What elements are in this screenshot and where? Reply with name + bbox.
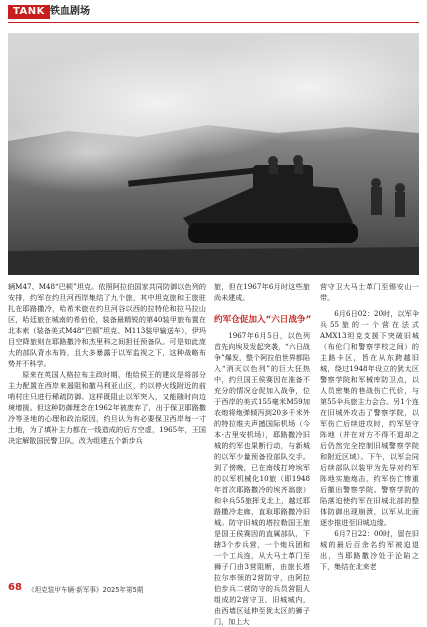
paragraph: 辆M47、M48“巴顿”坦克。依照阿拉伯国家共同防御以色列的安排，约军在约旦河西岸集结了九个旅，其中坦克旅和王旅驻扎在耶路撒冷，哈希米旅在约旦河谷以西的拉特伦和拉马拉山区，哈廷旅在城南的希伯伦，装备最精锐的第40装甲旅布置在北本索（装备美式M48“巴顿”坦克、M113装甲输送车），伊玛目空降旅则在耶路撒冷和杰里科之间担任预备队。可是如此庞大的部队背水布阵，且大多暴露于以军监视之下，这种战略布势并不科学。 xyxy=(8,282,206,368)
article-column-left xyxy=(8,281,206,446)
paragraph: 6月7日22：00时，留在旧城的最后百余名约军被迫退出，当耶路撒冷处于沦陷之下，集结在北来老 xyxy=(320,529,419,571)
paragraph: 营守卫大马士革门至锡安山一带。 xyxy=(320,282,419,302)
article-column-right xyxy=(320,308,419,572)
photo-illustration xyxy=(8,33,419,275)
header-divider xyxy=(8,22,419,23)
section-subheading: 约军仓促加入“六日战争” xyxy=(214,315,312,325)
article-column-mid-top xyxy=(214,281,310,303)
paragraph: 1967年6月5日，以色列首先向埃及发起突袭，“六日战争”爆发，整个阿拉伯世界都陷入“消灭以色列”的巨大狂热中，约旦国王侯赛因在准备不充分的情况仓促加入战争，位于西岸的美式155毫米M59加农炮将炮弹倾泻到20多千米外的特拉维夫声撼国际机场（今本-古里安机场），耶路撒冷旧城的约军也果断行动，与新城的以军少量预备役部队交手。到了傍晚，已在南线打垮埃军的以军机械化10旅（即1948年首次耶路撒冷的埃齐翁旅）和伞兵55旅挥戈北上，越过耶路撒冷走廊，直取耶路撒冷旧城。防守旧城的塔拉勒国王旅是国王侯赛因的直属部队，下辖3个步兵营，一个炮兵团和一个工兵连，从大马士革门至狮子门由3营阻断，由旅长塔拉尔率领的2营防守，由阿拉伯步兵二营防守的兵员营阻人组成的2营守卫，旧城城内，由西墙区延伸至犹太区的狮子门，加上大 xyxy=(214,331,310,626)
page-header xyxy=(0,0,427,30)
article-column-right-top xyxy=(320,281,419,303)
page-number: 68 xyxy=(8,582,22,593)
paragraph: 6月6日02：20时，以军伞兵55旅的一个营在法式AMX13坦克支援下突破旧城（布伦门和警察学校之间）的主路卡区，旨在从东跨越旧城，绕过1948年设立的犹太区警察学院和军械库防卫点，以人员密集的巷战伤亡代价，与第55伞兵旅主力会合。另1个连在旧城外攻击了警察学院，以军伤亡后续进攻时，约军坚守阵地（并在对方不得不退却之后仍然完全控制旧城警察学院和附近区域）。下午，以军会同后续部队以装甲为先导对约军阵地实施炮击，约军伤亡惨重后撤出警察学院。警察学院的陷落迫使约军在旧城北部的整体防御出现崩溃，以军从北面逐步推进至旧城边缘。 xyxy=(320,309,419,527)
paragraph: 原来在英国人格拉布主政时期，他给侯王的建议是将部分主力配置在西岸来遏阻和撤马利亚山区，约以停火线附近的前哨村庄只进行稀疏防御。这样既阻止以军突入，又能随时向边境增援。但这种防御理念在1962年被废弃了，出于保卫耶路撒冷等圣地的心理和政治原因，约旦认为有必要保卫西岸每一寸土地，为了填补主力都在一线造成的后方空虚，1965年，王国决定解散国民警卫队，改为组建五个新步兵 xyxy=(8,370,206,445)
magazine-badge: TANK xyxy=(8,5,50,19)
section-title: 铁血剧场 xyxy=(50,6,90,17)
battlefield-photo xyxy=(8,33,419,275)
footer-publication: 《坦克装甲车辆·新军事》2025年第5期 xyxy=(28,586,144,594)
paragraph: 旅，但在1967年6月时这些旅尚未建成。 xyxy=(214,282,310,302)
